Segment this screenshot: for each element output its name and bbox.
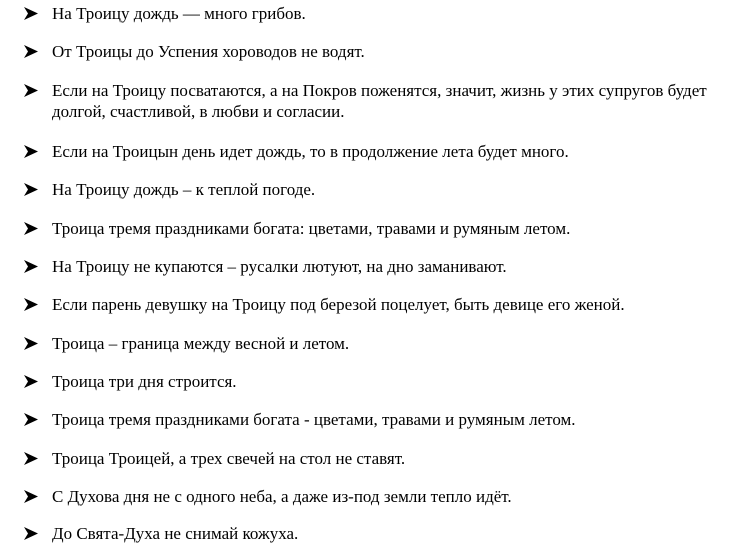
list-item xyxy=(24,256,746,277)
arrowhead-bullet-icon xyxy=(24,523,52,540)
list-item xyxy=(24,448,746,469)
list-item-text: На Троицу не купаются – русалки лютуют, на дно заманивают. xyxy=(52,257,507,276)
arrowhead-bullet-icon xyxy=(24,218,52,235)
list-item xyxy=(24,80,746,122)
arrowhead-bullet-icon xyxy=(24,333,52,350)
arrowhead-bullet-icon xyxy=(24,371,52,388)
list-item xyxy=(24,141,746,162)
arrowhead-bullet-icon xyxy=(24,141,52,158)
list-item xyxy=(24,371,746,392)
list-item xyxy=(24,333,746,354)
arrowhead-bullet-icon xyxy=(24,41,52,58)
list-item xyxy=(24,294,746,315)
list-item-text: Троица три дня строится. xyxy=(52,372,237,391)
arrowhead-bullet-icon xyxy=(24,409,52,426)
arrowhead-bullet-icon xyxy=(24,486,52,503)
list-item xyxy=(24,179,746,200)
list-item-text: От Троицы до Успения хороводов не водят. xyxy=(52,42,365,61)
list-item-text: Если на Троицын день идет дождь, то в продолжение лета будет много. xyxy=(52,142,569,161)
arrowhead-bullet-icon xyxy=(24,448,52,465)
list-item xyxy=(24,218,746,239)
list-item-text: Если парень девушку на Троицу под березой поцелует, быть девице его женой. xyxy=(52,295,625,314)
list-item-text: Троица тремя праздниками богата - цветами, травами и румяным летом. xyxy=(52,410,576,429)
list-item xyxy=(24,409,746,430)
list-item-text: Троица тремя праздниками богата: цветами, травами и румяным летом. xyxy=(52,219,571,238)
arrowhead-bullet-icon xyxy=(24,294,52,311)
list-item xyxy=(24,523,746,544)
list-item-text: Троица – граница между весной и летом. xyxy=(52,334,350,353)
arrowhead-bullet-icon xyxy=(24,80,52,97)
arrowhead-bullet-icon xyxy=(24,3,52,20)
list-item xyxy=(24,3,746,24)
list-item xyxy=(24,486,746,507)
list-item-text: Если на Троицу посватаются, а на Покров поженятся, значит, жизнь у этих супругов будет долгой, счастливой, в любви и согласии. xyxy=(52,81,707,121)
arrowhead-bullet-icon xyxy=(24,179,52,196)
arrowhead-bullet-icon xyxy=(24,256,52,273)
list-item-text: Троица Троицей, а трех свечей на стол не ставят. xyxy=(52,449,406,468)
list-item-text: На Троицу дождь – к теплой погоде. xyxy=(52,180,316,199)
list-item-text: На Троицу дождь — много грибов. xyxy=(52,4,306,23)
list-item-text: До Свята-Духа не снимай кожуха. xyxy=(52,524,299,543)
list-item-text: С Духова дня не с одного неба, а даже из-под земли тепло идёт. xyxy=(52,487,512,506)
list-item xyxy=(24,41,746,62)
